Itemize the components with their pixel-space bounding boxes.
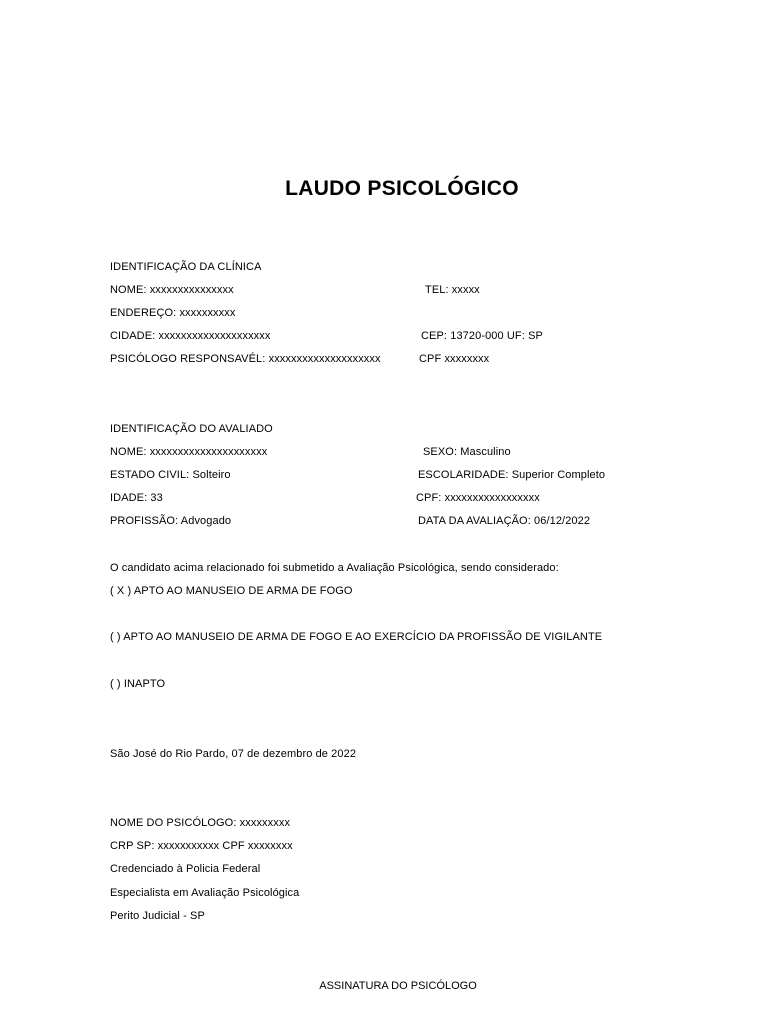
evaluated-age: IDADE: 33 <box>110 492 163 504</box>
evaluated-education: ESCOLARIDADE: Superior Completo <box>418 469 606 481</box>
result-option-apto-vigilante: ( ) APTO AO MANUSEIO DE ARMA DE FOGO E AO EXERCÍCIO DA PROFISSÃO DE VIGILANTE <box>110 631 603 643</box>
evaluated-profession: PROFISSÃO: Advogado <box>110 515 232 527</box>
signer-name: NOME DO PSICÓLOGO: xxxxxxxxx <box>110 817 291 829</box>
result-option-apto: ( X ) APTO AO MANUSEIO DE ARMA DE FOGO <box>110 585 353 597</box>
clinic-tel: TEL: xxxxx <box>425 284 480 296</box>
result-option-inapto: ( ) INAPTO <box>110 678 166 690</box>
signer-crp: CRP SP: xxxxxxxxxxx CPF xxxxxxxx <box>110 840 293 852</box>
clinic-cep: CEP: 13720-000 UF: SP <box>421 330 543 342</box>
evaluated-cpf: CPF: xxxxxxxxxxxxxxxxx <box>416 492 540 504</box>
clinic-address: ENDEREÇO: xxxxxxxxxx <box>110 307 236 319</box>
evaluated-name: NOME: xxxxxxxxxxxxxxxxxxxxx <box>110 446 268 458</box>
place-date: São José do Rio Pardo, 07 de dezembro de 2022 <box>110 748 357 760</box>
evaluated-sex: SEXO: Masculino <box>423 446 511 458</box>
evaluated-civil-status: ESTADO CIVIL: Solteiro <box>110 469 231 481</box>
clinic-psychologist: PSICÓLOGO RESPONSAVÉL: xxxxxxxxxxxxxxxxxxxx <box>110 353 381 365</box>
evaluated-heading: IDENTIFICAÇÃO DO AVALIADO <box>110 423 273 435</box>
evaluated-evaluation-date: DATA DA AVALIAÇÃO: 06/12/2022 <box>418 515 591 527</box>
signer-specialty: Especialista em Avaliação Psicológica <box>110 887 300 899</box>
result-statement: O candidato acima relacionado foi submetido a Avaliação Psicológica, sendo considerado: <box>110 562 559 574</box>
clinic-city: CIDADE: xxxxxxxxxxxxxxxxxxxx <box>110 330 271 342</box>
clinic-cpf: CPF xxxxxxxx <box>419 353 490 365</box>
signer-credential: Credenciado à Policia Federal <box>110 863 261 875</box>
signer-judicial: Perito Judicial - SP <box>110 910 205 922</box>
document-title: LAUDO PSICOLÓGICO <box>285 177 519 200</box>
signature-label: ASSINATURA DO PSICÓLOGO <box>319 980 477 992</box>
clinic-name: NOME: xxxxxxxxxxxxxxx <box>110 284 234 296</box>
clinic-heading: IDENTIFICAÇÃO DA CLÍNICA <box>110 261 262 273</box>
